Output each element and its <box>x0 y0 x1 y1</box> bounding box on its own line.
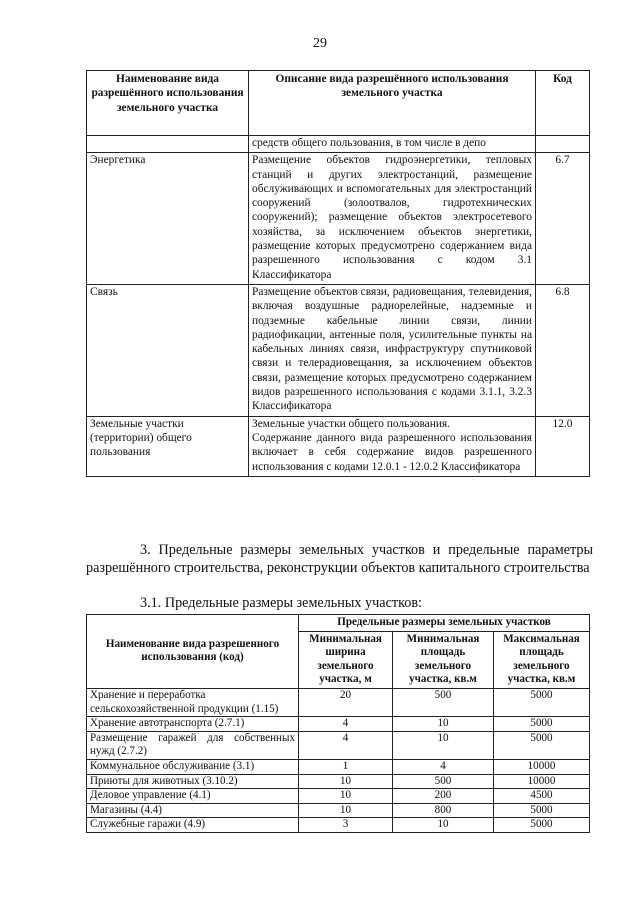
header-min-area: Минимальная площадь земельного участка, кв.м <box>393 631 494 688</box>
table-row <box>87 731 590 759</box>
row-name: Магазины (4.4) <box>87 803 299 818</box>
table-header-row <box>87 615 590 632</box>
table-header-row <box>87 71 590 136</box>
table-row <box>87 774 590 789</box>
row-name: Земельные участки (территории) общего пользования <box>87 416 249 476</box>
row-name: Размещение гаражей для собственных нужд (2.7.2) <box>87 731 299 759</box>
row-min-width: 10 <box>299 803 393 818</box>
section-3-heading <box>86 541 593 578</box>
header-name: Наименование вида разрешенного использования (код) <box>87 615 299 689</box>
row-name: Хранение и переработка сельскохозяйственной продукции (1.15) <box>87 688 299 716</box>
table-row <box>87 818 590 833</box>
row-description: Содержание данного вида разрешенного использования включает в себя содержание видов разрешенного использования с кодами 12.0.1 - 12.0.2 Классификатора <box>252 431 532 473</box>
continuation-text: средств общего пользования, в том числе в депо <box>249 136 536 153</box>
row-min-area: 500 <box>393 774 494 789</box>
row-name: Связь <box>87 284 249 416</box>
row-max-area: 10000 <box>494 759 590 774</box>
continuation-empty-code <box>536 136 590 153</box>
row-name: Приюты для животных (3.10.2) <box>87 774 299 789</box>
row-code: 6.8 <box>536 284 590 416</box>
land-use-types-table <box>86 70 590 477</box>
row-max-area: 10000 <box>494 774 590 789</box>
row-description: Размещение объектов гидроэнергетики, тепловых станций и других электростанций, размещение обслуживающих и вспомогательных для электростанций сооружений (золоотвалов, гидротехнических сооружений); размещение объектов электросетевого хозяйства, за исключением объектов энергетики, размещение которых предусмотрено содержанием вида разрешенного использования с кодом 3.1 Классификатора <box>249 153 536 285</box>
row-min-width: 10 <box>299 774 393 789</box>
row-name: Хранение автотранспорта (2.7.1) <box>87 717 299 732</box>
row-min-width: 10 <box>299 789 393 804</box>
row-min-width: 1 <box>299 759 393 774</box>
row-name: Энергетика <box>87 153 249 285</box>
table-row <box>87 789 590 804</box>
row-max-area: 4500 <box>494 789 590 804</box>
row-min-area: 10 <box>393 717 494 732</box>
row-min-width: 3 <box>299 818 393 833</box>
header-group: Предельные размеры земельных участков <box>299 615 590 632</box>
row-max-area: 5000 <box>494 818 590 833</box>
row-max-area: 5000 <box>494 717 590 732</box>
row-min-width: 4 <box>299 717 393 732</box>
continuation-row <box>87 136 590 153</box>
section-3-1-heading <box>86 594 593 612</box>
row-min-area: 200 <box>393 789 494 804</box>
header-name: Наименование вида разрешённого использования земельного участка <box>87 71 249 136</box>
table-row <box>87 803 590 818</box>
continuation-empty-name <box>87 136 249 153</box>
page-number: 29 <box>313 36 327 51</box>
row-min-width: 20 <box>299 688 393 716</box>
header-description: Описание вида разрешённого использования земельного участка <box>249 71 536 136</box>
header-code: Код <box>536 71 590 136</box>
section-3-1-text: 3.1. Предельные размеры земельных участков: <box>140 595 422 611</box>
header-min-width: Минимальная ширина земельного участка, м <box>299 631 393 688</box>
row-name: Деловое управление (4.1) <box>87 789 299 804</box>
table-row <box>87 717 590 732</box>
land-plot-limits-table <box>86 614 590 833</box>
row-description-cell <box>249 416 536 476</box>
table-row <box>87 688 590 716</box>
row-code: 6.7 <box>536 153 590 285</box>
row-max-area: 5000 <box>494 688 590 716</box>
table-row <box>87 759 590 774</box>
row-min-area: 10 <box>393 731 494 759</box>
row-min-width: 4 <box>299 731 393 759</box>
table-row <box>87 153 590 285</box>
row-min-area: 500 <box>393 688 494 716</box>
row-description: Размещение объектов связи, радиовещания, телевидения, включая воздушные радиорелейные, надземные и подземные кабельные линии связи, линии радиофикации, антенные поля, усилительные пункты на кабельных линиях связи, инфраструктуру спутниковой связи и телерадиовещания, за исключением объектов связи, размещение которых предусмотрено содержанием видов разрешенного использования с кодами 3.1.1, 3.2.3 Классификатора <box>249 284 536 416</box>
row-name: Коммунальное обслуживание (3.1) <box>87 759 299 774</box>
row-min-area: 4 <box>393 759 494 774</box>
header-max-area: Максимальная площадь земельного участка, кв.м <box>494 631 590 688</box>
row-description-line1: Земельные участки общего пользования. <box>252 417 451 430</box>
row-min-area: 800 <box>393 803 494 818</box>
row-name: Служебные гаражи (4.9) <box>87 818 299 833</box>
row-code: 12.0 <box>536 416 590 476</box>
table-row <box>87 416 590 476</box>
section-3-text: 3. Предельные размеры земельных участков и предельные параметры разрешённого строительства, реконструкции объектов капитального строительства <box>86 542 593 577</box>
row-max-area: 5000 <box>494 731 590 759</box>
row-min-area: 10 <box>393 818 494 833</box>
row-max-area: 5000 <box>494 803 590 818</box>
table-row <box>87 284 590 416</box>
